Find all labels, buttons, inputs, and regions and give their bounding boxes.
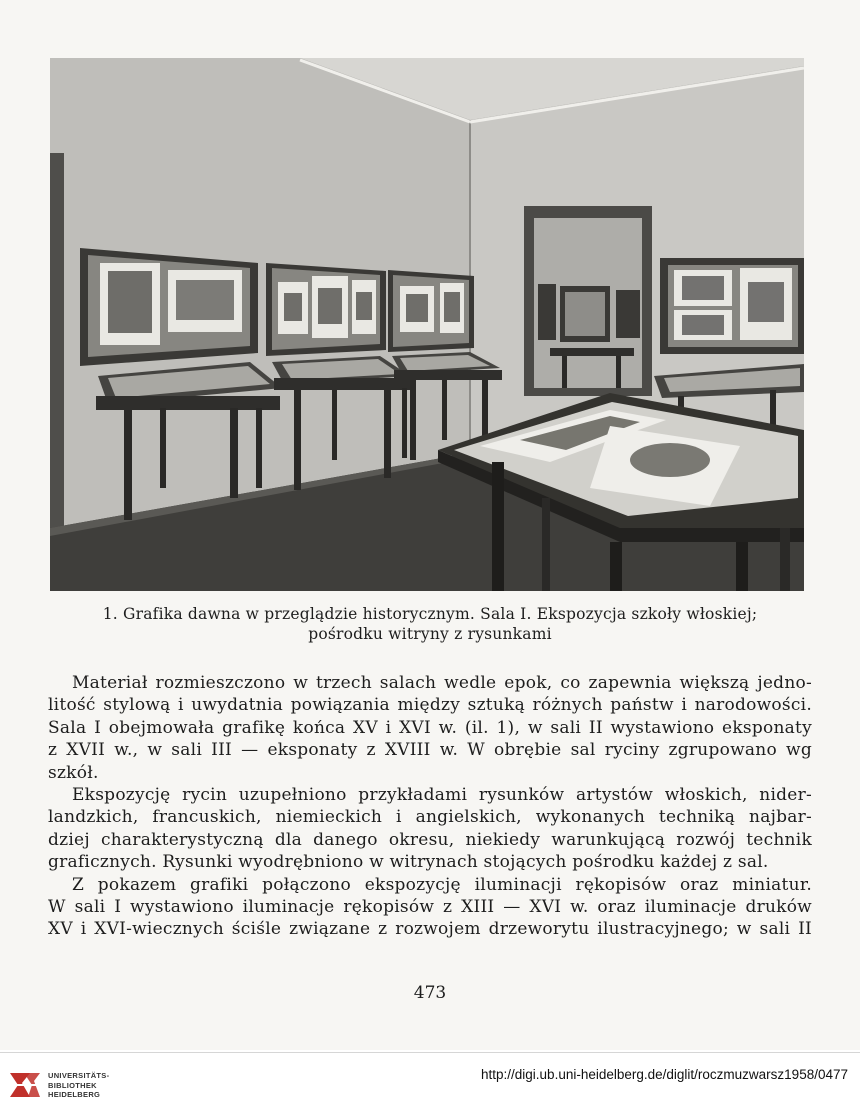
caption-line: 1. Grafika dawna w przeglądzie historycznym. Sala I. Ekspozycja szkoły włoskiej;	[102, 605, 758, 623]
text-line: Ekspozycję rycin uzupełniono przykładami rysunków artystów włoskich, nider-	[72, 784, 812, 805]
caption-line: pośrodku witryny z rysunkami	[308, 625, 552, 643]
library-logo-icon	[8, 1067, 42, 1101]
text-line: z XVII w., w sali III — eksponaty z XVIII w. W obrębie sal ryciny zgrupowano wg	[48, 740, 812, 761]
text-line: Sala I obejmowała grafikę końca XV i XVI w. (il. 1), w sali II wystawiono eksponaty	[48, 717, 812, 738]
text-line: XV i XVI-wiecznych ściśle związane z rozwojem drzeworytu ilustracyjnego; w sali II	[48, 919, 812, 940]
permalink-url[interactable]: http://digi.ub.uni-heidelberg.de/diglit/roczmuzwarsz1958/0477	[481, 1067, 848, 1082]
library-name-line: BIBLIOTHEK	[48, 1080, 97, 1090]
text-line: dziej charakterystyczną dla danego okresu, niekiedy warunkującą rozwój technik	[48, 829, 812, 850]
text-line: W sali I wystawiono iluminacje rękopisów z XIII — XVI w. oraz iluminacje druków	[48, 896, 812, 917]
exhibition-hall-photo	[50, 58, 804, 591]
library-logo[interactable]	[8, 1063, 118, 1107]
text-line: Materiał rozmieszczono w trzech salach wedle epok, co zapewnia większą jedno-	[72, 673, 812, 693]
text-line: szkół.	[48, 762, 99, 783]
body-text	[48, 672, 812, 941]
library-name-line: HEIDELBERG	[48, 1090, 101, 1099]
library-name	[48, 1071, 109, 1100]
text-line: Z pokazem grafiki połączono ekspozycję iluminacji rękopisów oraz miniatur.	[72, 874, 812, 895]
figure-caption	[48, 604, 812, 644]
page-number: 473	[413, 983, 447, 1003]
text-line: landzkich, francuskich, niemieckich i angielskich, wykonanych techniką najbar-	[48, 807, 812, 828]
text-line: litość stylową i uwydatnia powiązania między sztuką różnych państw i narodowości.	[48, 695, 812, 716]
text-line: graficznych. Rysunki wyodrębniono w witrynach stojących pośrodku każdej z sal.	[48, 852, 769, 873]
library-name-line: UNIVERSITÄTS-	[48, 1071, 110, 1080]
viewer-footer	[0, 1052, 860, 1117]
